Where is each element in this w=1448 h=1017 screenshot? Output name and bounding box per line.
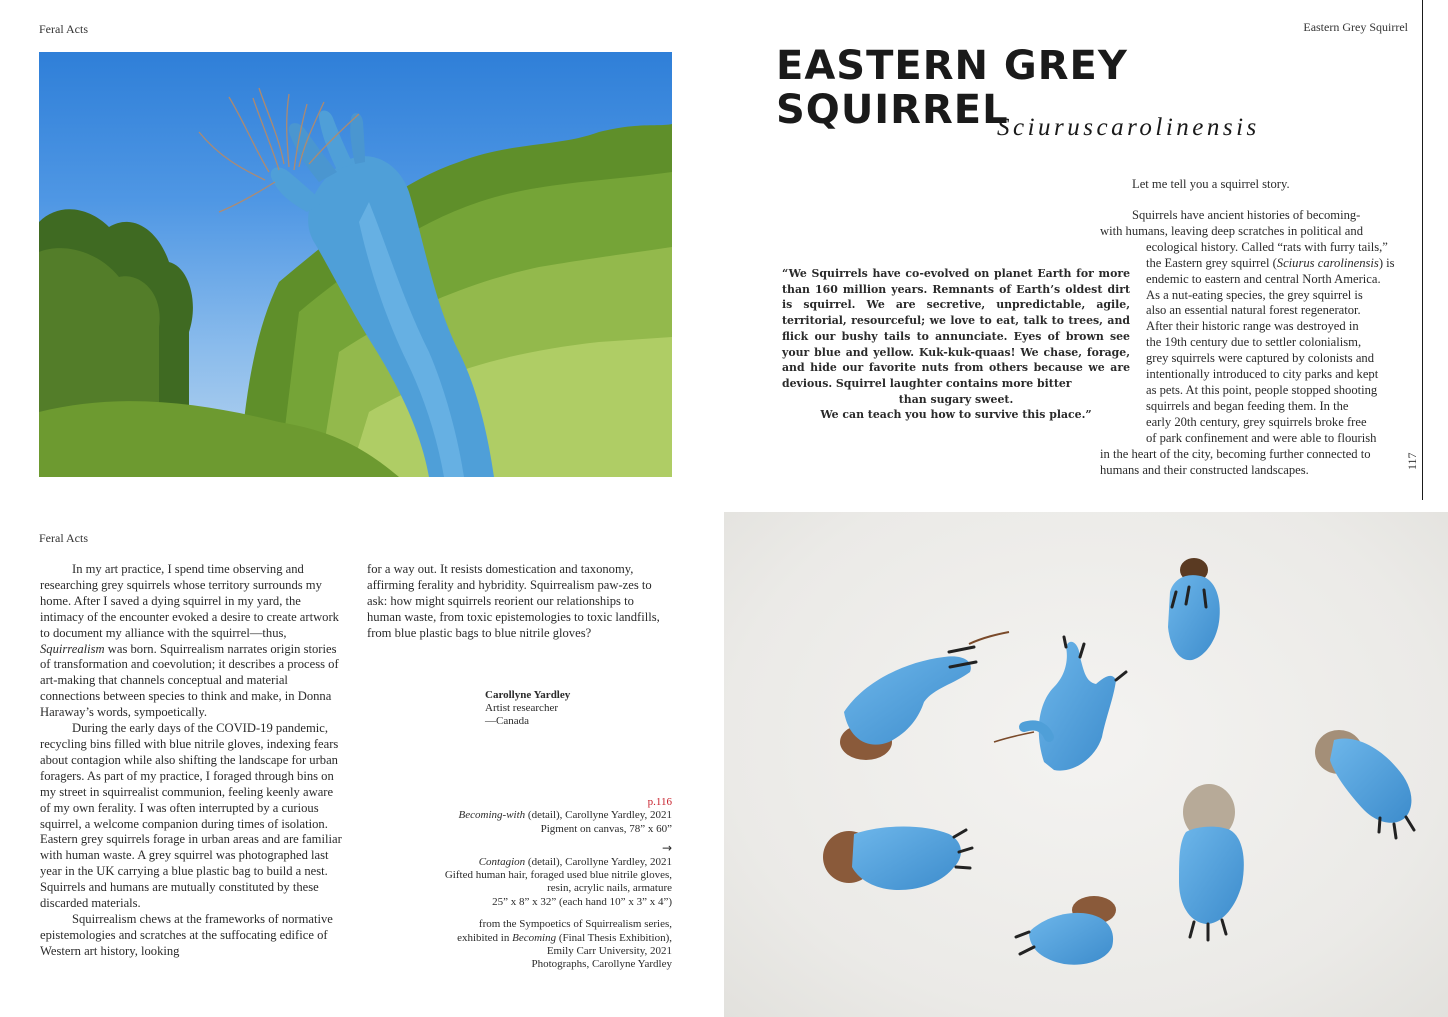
story-line: After their historic range was destroyed in <box>1146 319 1359 334</box>
story-line: As a nut-eating species, the grey squirrel is <box>1146 287 1363 302</box>
gloved-paw <box>994 637 1126 771</box>
caption-2-dimensions: 25” x 8” x 32” (each hand 10” x 3” x 4”) <box>492 895 672 908</box>
story-line: with humans, leaving deep scratches in political and <box>1100 223 1363 238</box>
gloved-paw <box>840 632 1009 760</box>
page-reference: p.116 <box>647 796 672 808</box>
gloved-paw <box>1016 896 1116 965</box>
page-number: 117 <box>1405 452 1419 470</box>
image-captions <box>352 796 672 972</box>
essay-paragraph-3: Squirrealism chews at the frameworks of normative epistemologies and scratches at the suffocating edifice of Western art history, looking <box>40 911 333 958</box>
title-line-2: SQUIRREL <box>776 87 1009 133</box>
gloved-paw <box>823 827 972 891</box>
gloved-paw <box>1315 730 1414 838</box>
author-place: —Canada <box>485 715 529 727</box>
story-line: grey squirrels were captured by colonists and <box>1146 351 1375 366</box>
running-header-left: Feral Acts <box>39 22 88 36</box>
story-line: as pets. At this point, people stopped shooting <box>1146 382 1378 397</box>
story-line: the 19th century due to settler colonialism, <box>1146 335 1362 350</box>
caption-1-title: Becoming-with (detail), Carollyne Yardley, 2021 <box>458 809 672 822</box>
gloved-paws-illustration <box>724 512 1448 1017</box>
caption-2-medium: resin, acrylic nails, armature <box>547 882 672 895</box>
story-line: endemic to eastern and central North America. <box>1146 271 1381 286</box>
caption-1-medium: Pigment on canvas, 78” x 60” <box>540 822 672 835</box>
author-credit <box>485 689 570 728</box>
intro-line: Let me tell you a squirrel story. <box>1132 177 1290 191</box>
running-header-right: Eastern Grey Squirrel <box>1303 20 1408 34</box>
story-line: Squirrels have ancient histories of becoming- <box>1132 208 1361 222</box>
series-note: from the Sympoetics of Squirrealism series, <box>478 918 672 931</box>
photo-glove-sky <box>39 52 672 477</box>
essay-paragraph-1: In my art practice, I spend time observing and researching grey squirrels whose territory surrounds my home. After I saved a dying squirrel in my yard, the intimacy of the encounter evoked a desire to create artwork to document my alliance with the squirrel—thus, Squirrealism was born. Squirrealism narrates origin stories of transformation and coevolution; it describes a process of art-making that channels conceptual and material connections between species to think and make, in Donna Haraway’s words, sympoetically. <box>40 562 339 720</box>
glove-hedge-illustration <box>39 52 672 477</box>
caption-2-medium: Gifted human hair, foraged used blue nitrile gloves, <box>444 869 672 882</box>
venue-note: Emily Carr University, 2021 <box>546 945 672 958</box>
photo-credit: Photographs, Carollyne Yardley <box>531 958 672 971</box>
photo-gloved-paws <box>724 512 1448 1017</box>
running-header-lower: Feral Acts <box>39 531 88 545</box>
vertical-rule <box>1422 0 1423 500</box>
gloved-paw <box>1168 558 1220 660</box>
story-line: of park confinement and were able to flourish <box>1146 430 1377 445</box>
quote-closing-line: We can teach you how to survive this place.” <box>820 408 1092 421</box>
story-line: ecological history. Called “rats with furry tails,” <box>1146 239 1388 254</box>
essay-column-2 <box>367 562 667 642</box>
story-line: squirrels and began feeding them. In the <box>1146 398 1349 413</box>
quote-last-line: than sugary sweet. <box>898 392 1014 406</box>
squirrel-quote <box>782 266 1130 407</box>
gloved-paw <box>1179 784 1244 940</box>
story-line: the Eastern grey squirrel (Sciurus carolinensis) is <box>1146 255 1395 270</box>
author-role: Artist researcher <box>485 702 558 714</box>
exhibition-note: exhibited in Becoming (Final Thesis Exhibition), <box>457 931 672 944</box>
arrow-right-icon: → <box>661 841 672 856</box>
essay-column-1 <box>40 562 346 960</box>
caption-2-title: Contagion (detail), Carollyne Yardley, 2021 <box>478 855 672 868</box>
quote-body: “We Squirrels have co-evolved on planet Earth for more than 160 million years. Remnants of Earth’s oldest dirt is squirrel. We are secretive, unpredictable, agile, territorial, resourceful; we love to eat, talk to trees, and flick our bushy tails to annunciate. Eyes of brown see your blue and yellow. Kuk-kuk-quaas! We chase, forage, and hide our favorite nuts from others because we are devious. Squirrel laughter contains more bitter <box>782 267 1130 390</box>
story-line: also an essential natural forest regenerator. <box>1146 303 1361 318</box>
author-name: Carollyne Yardley <box>485 689 571 701</box>
essay-paragraph-3-cont: for a way out. It resists domestication and taxonomy, affirming ferality and hybridity. Squirrealism paw-zes to ask: how might squirrels reorient our relationships to human waste, from toxic epistemologies to toxic landfills, from blue plastic bags to blue nitrile gloves? <box>367 562 660 640</box>
story-line: in the heart of the city, becoming further connected to <box>1100 446 1371 461</box>
story-line: humans and their constructed landscapes. <box>1100 462 1309 477</box>
latin-name: Sciuruscarolinensis <box>997 114 1260 141</box>
story-line: early 20th century, grey squirrels broke free <box>1146 414 1367 429</box>
essay-paragraph-2: During the early days of the COVID-19 pandemic, recycling bins filled with blue nitrile gloves, indexing fears about contagion while also shifting the landscape for urban foragers. As part of my practice, I foraged through bins on my street in squirrealist communion, feeling keenly aware of my own ferality. I was often interrupted by a curious squirrel, a welcome companion during times of isolation. Eastern grey squirrels forage in urban areas and are familiar with human waste. A grey squirrel was photographed last year in the UK carrying a blue plastic bag to build a nest. Squirrels and humans are mutually constituted by these discarded materials. <box>40 721 342 911</box>
title-line-1: EASTERN GREY <box>776 43 1128 89</box>
story-line: intentionally introduced to city parks and kept <box>1146 367 1379 382</box>
story-text <box>1100 208 1418 478</box>
